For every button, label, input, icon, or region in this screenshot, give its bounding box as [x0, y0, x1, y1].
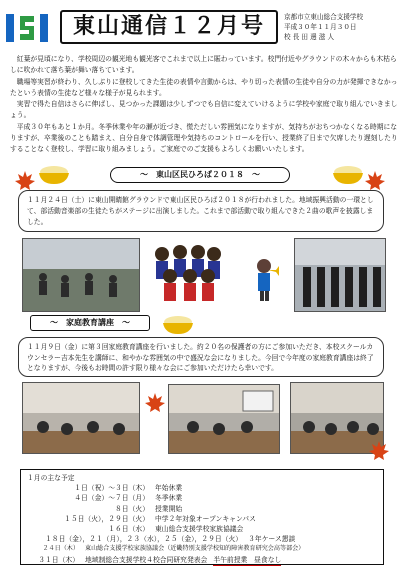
schedule-date: ８日（火） — [115, 504, 149, 513]
rice-bowl-icon — [330, 164, 366, 186]
maple-leaf-icon — [364, 170, 386, 192]
schedule-date: ２４日（木） — [42, 545, 79, 553]
section-body: １１月９日（金）に第３回家庭教育講座を行いました。約２０名の保護者の方にご参加いただき、本校スクールカウンセラー吉本先生を講師に、和やかな雰囲気の中で盛況な会になりました。今回で今年度の家庭教育講座は終了となりますが、今後もお時間の許す限り様々な会にご参加いただけたら幸いです。 — [18, 337, 384, 377]
schedule-event: 東山総合支援学校家族協議会 — [155, 525, 244, 534]
schedule-event: 東山総合支援学校家族協議会（近畿特別支援学校知的障害教育研究会高等部会） — [85, 545, 305, 553]
schedule-row — [27, 534, 377, 544]
schedule-date: ４日（金）～７日（月） — [74, 494, 149, 503]
newsletter-header — [4, 6, 400, 50]
schedule-row — [27, 493, 377, 503]
trumpet-player-illustration — [250, 258, 280, 302]
schedule-box — [20, 469, 384, 565]
schedule-heading: １月の主な予定 — [27, 474, 75, 482]
schedule-event: 冬季休業 — [155, 494, 183, 503]
schedule-row — [27, 544, 377, 554]
schedule-event: 年始休業 — [155, 484, 183, 493]
schedule-event: ３年ケース懇談 — [248, 535, 296, 544]
schedule-date: １５日（火），２９日（火） — [64, 514, 149, 523]
schedule-date: １８日（金），２１（月），２３（水），２５（金），２９日（火） — [45, 535, 243, 544]
intro-paragraph: 実習で得た自信はさらに伸ばし、見つかった課題は少しずつでも自信に変えていけるように学校や家庭で取り組んでいきましょう。 — [10, 100, 398, 120]
school-info — [284, 12, 363, 42]
rice-bowl-icon — [36, 164, 72, 186]
schedule-date: ３１日（木） — [38, 555, 79, 564]
lecture-photo — [22, 382, 140, 454]
schedule-row — [27, 514, 377, 524]
event-photo — [294, 238, 386, 312]
section-title: ～ 東山区民ひろば２０１８ ～ — [110, 167, 290, 183]
schedule-row — [27, 483, 377, 493]
schedule-event: 授業開始 — [155, 504, 183, 513]
intro-paragraph: 平成３０年もあと１か月。冬季休業や年の瀬が近づき、慌ただしい雰囲気になりますが、気持ちがおちつかなくなる時期になりますが、卒業後のことも踏まえ、自分自身で体調管理や気持ちのコントロールを行い、授業終了日まで欠席したり遅刻したりすることなく登校し、学習に取り組みましょう。ご家庭でのご支援もよろしくお願いいたします。 — [10, 122, 398, 154]
schedule-event: 中学２年対象オープンキャンパス — [155, 514, 256, 523]
maple-leaf-icon — [144, 392, 166, 414]
intro-paragraph: 紅葉が見頃になり、学校周辺の観光地も観光客でこれまで以上に賑わっています。校門付近やグラウンドの木々からも木枯らしに吹かれて落ち葉が舞い落ちています。 — [10, 55, 397, 75]
section-body: １１月２４日（土）に東山開睛館グラウンドで東山区民ひろば２０１８が行われました。地域振興活動の一環として、部活動音楽部の生徒たちがステージに出演しました。これまで部活動で取り組んできた２曲の歌声を披露しました。 — [18, 190, 384, 232]
choir-illustration — [150, 240, 222, 304]
newsletter-title: 東山通信１２月号 — [60, 10, 278, 44]
schedule-date: １６日（水） — [108, 525, 149, 534]
section-title: ～ 家庭教育講座 ～ — [30, 315, 150, 331]
school-name: 京都市立東山総合支援学校 — [284, 13, 364, 21]
schedule-date: １日（祝）～３日（木） — [74, 484, 149, 493]
intro-text — [10, 54, 398, 156]
principal-name: 校 長 田 邊 滋 人 — [284, 33, 335, 41]
schedule-row — [27, 504, 377, 514]
schedule-row — [27, 524, 377, 534]
issue-date: 平成３０年１１月３０日 — [284, 23, 357, 31]
lecture-photo — [168, 384, 280, 454]
intro-paragraph: 職場等実習が終わり、久しぶりに登校してきた生徒の表情や言動からは、やり切った表情の生徒や自分の力が発揮できなかったという表情の生徒など様々な様子が見られます。 — [10, 77, 398, 97]
school-logo-icon — [4, 8, 54, 48]
rice-bowl-icon — [160, 314, 196, 336]
schedule-row — [27, 555, 377, 566]
schedule-event: 地域制総合支援学校４校合同研究発表会 — [85, 555, 208, 564]
maple-leaf-icon — [14, 170, 36, 192]
event-photo — [22, 238, 140, 312]
schedule-note: 半午前授業 昼食なし — [213, 555, 281, 566]
maple-leaf-icon — [368, 440, 390, 462]
